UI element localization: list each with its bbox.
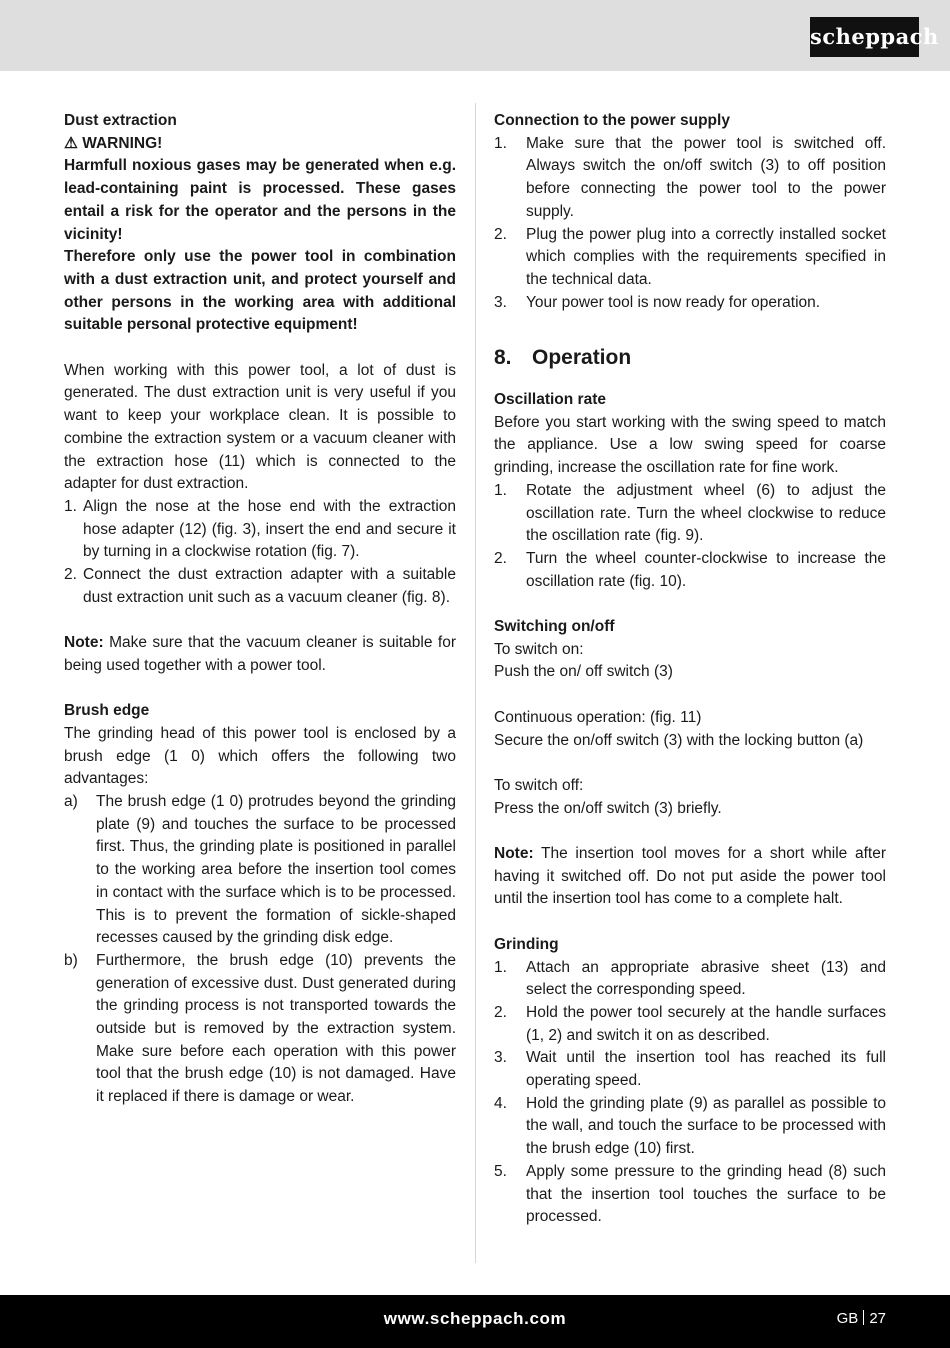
switch-on-text: Push the on/ off switch (3)	[494, 663, 673, 681]
column-divider	[475, 103, 476, 1263]
dust-extraction-heading: Dust extraction	[64, 112, 177, 129]
list-item: 4. Hold the grinding plate (9) as parallel as possible to the wall, and touch the surface to be processed with the brush edge (10) first.	[494, 1094, 886, 1158]
list-item: b) Furthermore, the brush edge (10) prevents the generation of excessive dust. Dust generated during the grinding process is not transported towards the outside but is removed by the extraction system. Make sure before each operation with this power tool that the brush edge (10) is not damaged. Have it replaced if there is damage or wear.	[64, 951, 456, 1106]
switching-heading: Switching on/off	[494, 618, 615, 636]
switch-on-label: To switch on:	[494, 640, 584, 658]
oscillation-heading: Oscillation rate	[494, 391, 606, 409]
power-supply-heading: Connection to the power supply	[494, 112, 730, 129]
page-header-bar	[0, 0, 950, 71]
separator	[863, 1310, 864, 1325]
grinding-heading: Grinding	[494, 935, 559, 953]
continuous-text: Secure the on/off switch (3) with the locking button (a)	[494, 731, 864, 749]
page-number: 27	[869, 1310, 886, 1327]
grinding-steps-list	[494, 957, 886, 1229]
list-item: 1. Make sure that the power tool is switched off. Always switch the on/off switch (3) to off position before connecting the power tool to the power supply.	[494, 134, 886, 220]
switch-off-text: Press the on/off switch (3) briefly.	[494, 799, 722, 817]
list-item: 2. Turn the wheel counter-clockwise to increase the oscillation rate (fig. 10).	[494, 549, 886, 590]
warning-line	[64, 133, 456, 156]
page-footer	[0, 1295, 950, 1348]
list-item: 3. Wait until the insertion tool has reached its full operating speed.	[494, 1049, 886, 1090]
list-item: 1. Rotate the adjustment wheel (6) to adjust the oscillation rate. Turn the wheel clockwise to reduce the oscillation rate (fig. 9).	[494, 481, 886, 545]
dust-steps-list	[64, 496, 456, 610]
insertion-note: Note: The insertion tool moves for a short while after having it switched off. Do not put aside the power tool until the insertion tool has come to a complete halt.	[494, 845, 886, 908]
section-title: Operation	[532, 346, 632, 370]
left-column	[64, 110, 456, 1109]
website-link[interactable]: www.scheppach.com	[383, 1309, 567, 1328]
power-steps-list	[494, 133, 886, 315]
list-item: 2. Hold the power tool securely at the handle surfaces (1, 2) and switch it on as described.	[494, 1003, 886, 1044]
oscillation-intro: Before you start working with the swing speed to match the appliance. Use a low swing speed for coarse grinding, increase the oscillation rate for fine work.	[494, 413, 886, 477]
warning-icon: ⚠	[64, 134, 78, 152]
oscillation-steps-list	[494, 480, 886, 594]
list-item: 2. Connect the dust extraction adapter with a suitable dust extraction unit such as a vacuum cleaner (fig. 8).	[64, 566, 456, 606]
brush-edge-intro: The grinding head of this power tool is enclosed by a brush edge (1 0) which offers the following two advantages:	[64, 724, 456, 788]
warning-text-1: Harmfull noxious gases may be generated when e.g. lead-containing paint is processed. These gases entail a risk for the operator and the persons in the vicinity!	[64, 157, 456, 243]
continuous-label: Continuous operation: (fig. 11)	[494, 708, 702, 726]
list-item: 1. Align the nose at the hose end with the extraction hose adapter (12) (fig. 3), insert the end and secure it by turning in a clockwise rotation (fig. 7).	[64, 497, 456, 561]
brand-logo: scheppach	[810, 17, 919, 57]
brush-edge-list	[64, 791, 456, 1109]
list-item: 5. Apply some pressure to the grinding head (8) such that the insertion tool touches the surface to be processed.	[494, 1162, 886, 1226]
page-indicator	[837, 1310, 886, 1327]
vacuum-note: Note: Make sure that the vacuum cleaner is suitable for being used together with a power tool.	[64, 634, 456, 674]
dust-intro-text: When working with this power tool, a lot of dust is generated. The dust extraction unit is very useful if you want to keep your workplace clean. It is possible to combine the extraction system or a vacuum cleaner with the extraction hose (11) which is connected to the adapter for dust extraction.	[64, 361, 456, 493]
switch-off-label: To switch off:	[494, 776, 584, 794]
warning-text-2: Therefore only use the power tool in combination with a dust extraction unit, and protect yourself and other persons in the working area with additional suitable personal protective equipment!	[64, 248, 456, 334]
language-code: GB	[836, 1310, 859, 1327]
section-heading	[494, 337, 886, 389]
warning-label: WARNING!	[82, 134, 163, 152]
list-item: 1. Attach an appropriate abrasive sheet (13) and select the corresponding speed.	[494, 958, 886, 999]
section-number: 8.	[494, 346, 512, 370]
brush-edge-heading: Brush edge	[64, 702, 150, 720]
list-item: 2. Plug the power plug into a correctly installed socket which complies with the requirements specified in the technical data.	[494, 225, 886, 288]
list-item: 3. Your power tool is now ready for operation.	[494, 293, 821, 311]
list-item: a) The brush edge (1 0) protrudes beyond the grinding plate (9) and touches the surface to be processed first. Thus, the grinding plate is positioned in parallel to the working area before the insertion tool comes in contact with the surface which is to be processed. This is to prevent the formation of sickle-shaped recesses caused by the grinding disk edge.	[64, 793, 456, 947]
right-column	[494, 110, 886, 1229]
